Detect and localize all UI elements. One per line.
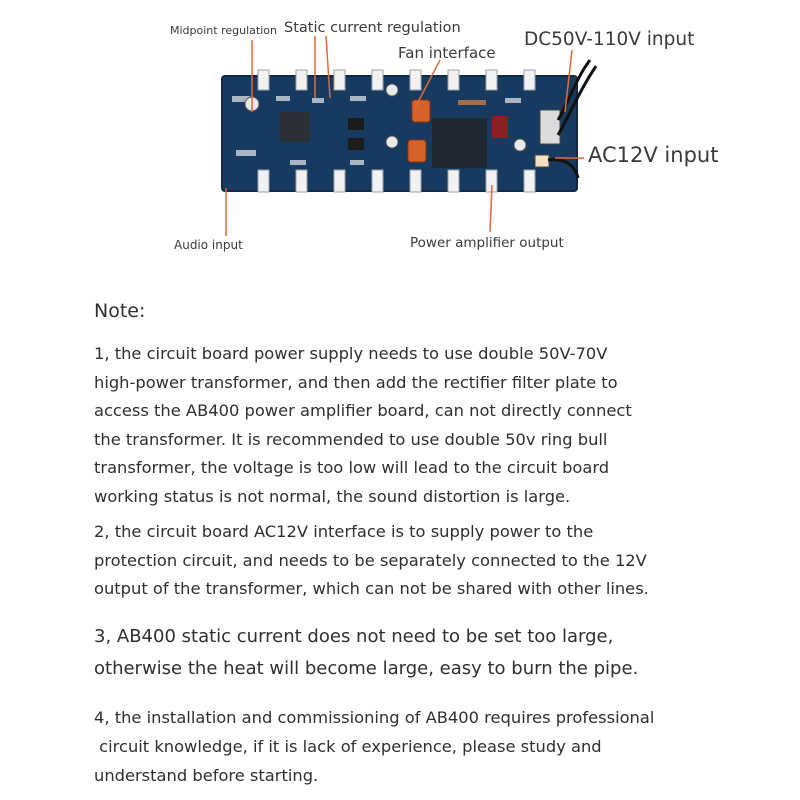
note-paragraph-1 [94, 340, 632, 511]
note-title: Note: [94, 300, 146, 322]
note-line: 3, AB400 static current does not need to be set too large, [94, 626, 614, 647]
fan-interface-label: Fan interface [398, 44, 496, 62]
power-output-label: Power amplifier output [410, 235, 564, 251]
audio-input-label: Audio input [174, 238, 243, 252]
dc-input-label: DC50V-110V input [524, 29, 695, 50]
note-line: transformer, the voltage is too low will lead to the circuit board [94, 458, 610, 477]
note-paragraph-4 [94, 703, 654, 790]
note-line: circuit knowledge, if it is lack of experience, please study and [94, 737, 602, 756]
note-line: 2, the circuit board AC12V interface is to supply power to the [94, 522, 594, 541]
static-current-label: Static current regulation [284, 20, 461, 36]
note-line: access the AB400 power amplifier board, can not directly connect [94, 401, 632, 420]
note-line: 1, the circuit board power supply needs to use double 50V-70V [94, 344, 608, 363]
note-line: understand before starting. [94, 766, 319, 785]
note-line: 4, the installation and commissioning of AB400 requires professional [94, 708, 655, 727]
ac-input-label: AC12V input [588, 143, 719, 167]
note-line: otherwise the heat will become large, easy to burn the pipe. [94, 658, 639, 679]
note-paragraph-2 [94, 518, 649, 604]
note-line: the transformer. It is recommended to use double 50v ring bull [94, 429, 608, 449]
note-line: working status is not normal, the sound distortion is large. [94, 486, 571, 506]
note-paragraph-3 [94, 621, 638, 685]
note-line: protection circuit, and needs to be separately connected to the 12V [94, 550, 647, 570]
note-line: output of the transformer, which can not be shared with other lines. [94, 579, 649, 598]
midpoint-regulation-label: Midpoint regulation [170, 24, 277, 37]
note-line: high-power transformer, and then add the rectifier filter plate to [94, 372, 618, 392]
